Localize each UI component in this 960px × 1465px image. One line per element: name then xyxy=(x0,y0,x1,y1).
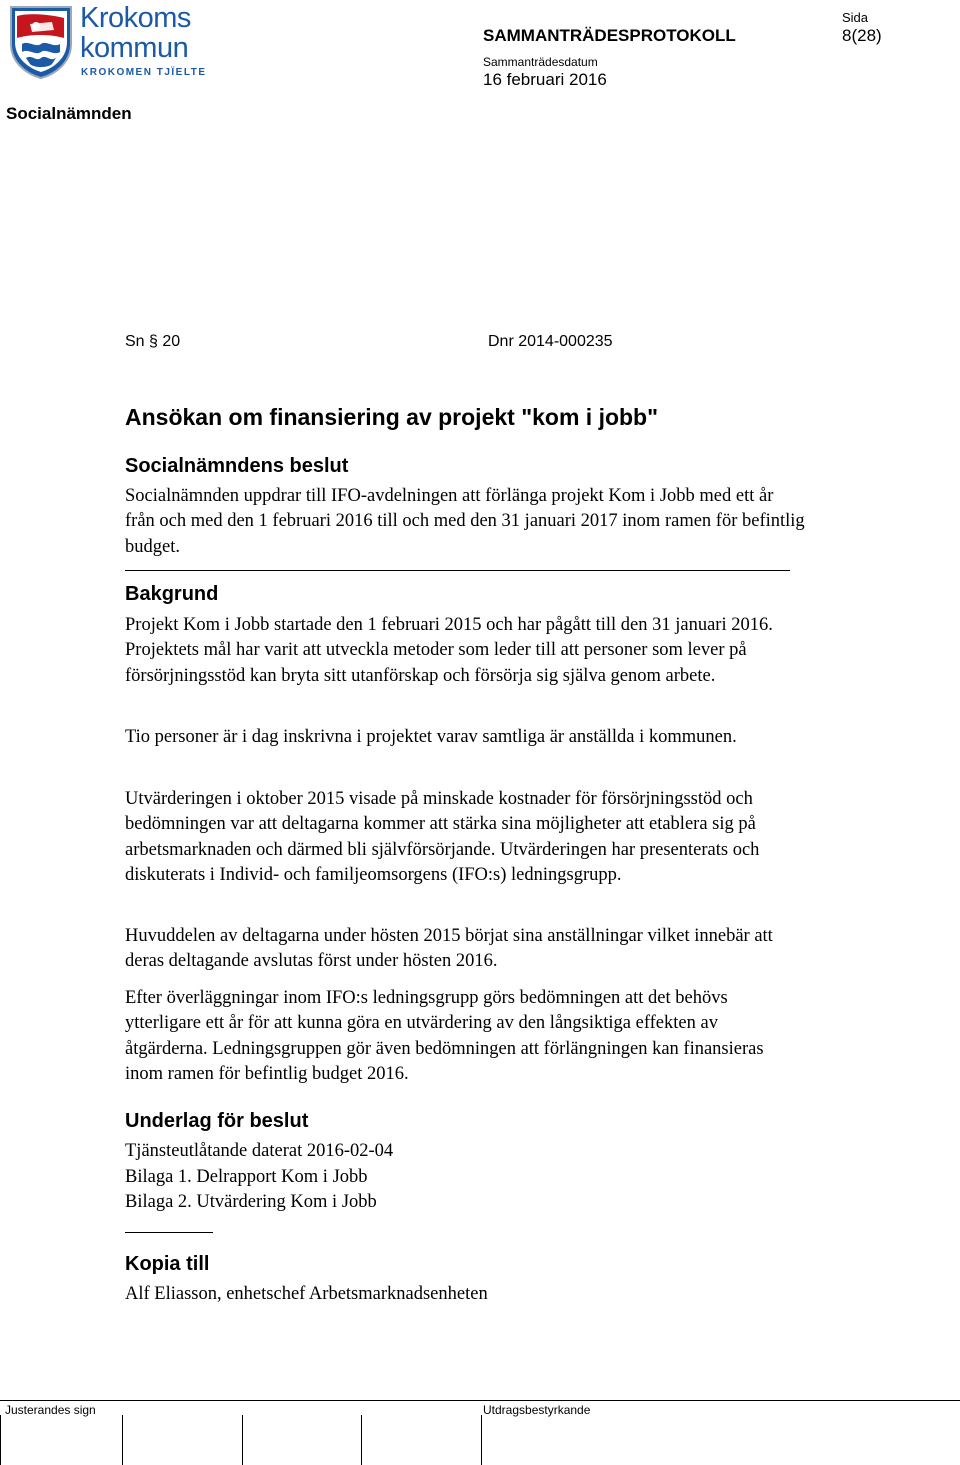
logo-text-subtitle: KROKOMEN TJÏELTE xyxy=(81,67,207,78)
signature-box-divider xyxy=(481,1415,482,1465)
meeting-date: 16 februari 2016 xyxy=(483,70,607,89)
signature-footer xyxy=(0,1400,960,1465)
logo-text-krokoms: Krokoms xyxy=(80,2,191,34)
signature-box-divider xyxy=(122,1415,123,1465)
basis-item: Tjänsteutlåtande daterat 2016-02-04 xyxy=(125,1141,394,1161)
extract-certification-label: Utdragsbestyrkande xyxy=(483,1403,591,1417)
decision-heading: Socialnämndens beslut xyxy=(125,455,349,477)
basis-item: Bilaga 1. Delrapport Kom i Jobb xyxy=(125,1167,368,1187)
organization-name: Socialnämnden xyxy=(6,104,132,123)
signature-box-divider xyxy=(361,1415,362,1465)
logo-text-kommun: kommun xyxy=(80,32,189,64)
background-paragraph-1: Projekt Kom i Jobb startade den 1 februari 2015 och har pågått till den 31 januari 2016. Projektets mål har varit att utveckla metoder som leder till att personer som lever på försörjningsstöd kan bryta sitt utanförskap och försörja sig själva genom arbete. xyxy=(125,615,773,686)
decision-text: Socialnämnden uppdrar till IFO-avdelningen att förlänga projekt Kom i Jobb med ett år från och med den 1 februari 2016 till och med den 31 januari 2017 inom ramen för befintlig budget. xyxy=(125,486,805,557)
signature-box-divider xyxy=(0,1415,1,1465)
section-divider xyxy=(125,570,790,571)
logo xyxy=(8,4,218,82)
basis-item: Bilaga 2. Utvärdering Kom i Jobb xyxy=(125,1192,377,1212)
signature-box-divider xyxy=(242,1415,243,1465)
copy-to-recipient: Alf Eliasson, enhetschef Arbetsmarknadsenheten xyxy=(125,1284,488,1304)
case-number: Dnr 2014-000235 xyxy=(488,333,613,350)
basis-heading: Underlag för beslut xyxy=(125,1110,309,1132)
background-paragraph-4: Huvuddelen av deltagarna under hösten 2015 börjat sina anställningar vilket innebär att deras deltagande avslutas först under hösten 2016. xyxy=(125,926,773,972)
background-paragraph-3: Utvärderingen i oktober 2015 visade på minskade kostnader för försörjningsstöd och bedömningen var att deltagarna kommer att stärka sina möjligheter att etablera sig på arbetsmarknaden och därmed bli självförsörjande. Utvärderingen har presenterats och diskuterats i Individ- och familjeomsorgens (IFO:s) ledningsgrupp. xyxy=(125,789,760,885)
copy-to-heading: Kopia till xyxy=(125,1253,210,1275)
short-divider xyxy=(125,1232,213,1233)
background-heading: Bakgrund xyxy=(125,583,219,605)
page-title: Ansökan om finansiering av projekt "kom i jobb" xyxy=(125,404,659,430)
meeting-date-label: Sammanträdesdatum xyxy=(483,55,598,69)
background-paragraph-5: Efter överläggningar inom IFO:s ledningsgrupp görs bedömningen att det behövs ytterligare ett år för att kunna göra en utvärdering av den långsiktiga effekten av åtgärderna. Ledningsgruppen gör även bedömningen att förlängningen kan finansieras inom ramen för befintlig budget 2016. xyxy=(125,988,764,1084)
section-number: Sn § 20 xyxy=(125,333,181,350)
document-type: SAMMANTRÄDESPROTOKOLL xyxy=(483,26,736,45)
background-paragraph-2: Tio personer är i dag inskrivna i projektet varav samtliga är anställda i kommunen. xyxy=(125,727,737,747)
page-label: Sida xyxy=(842,10,869,25)
signer-label: Justerandes sign xyxy=(5,1403,96,1417)
page-number: 8(28) xyxy=(842,26,882,45)
coat-of-arms-icon xyxy=(8,4,74,80)
